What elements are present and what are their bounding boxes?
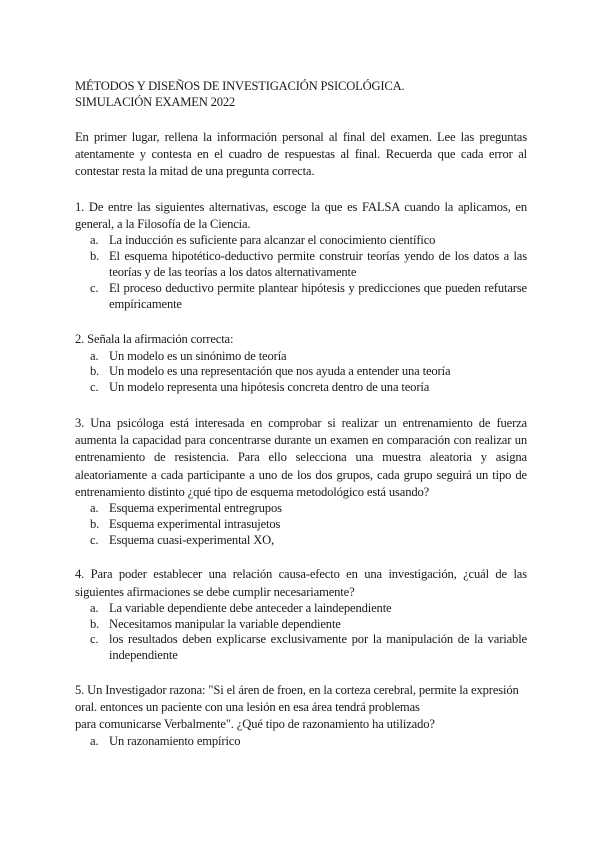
option-text: Un modelo representa una hipótesis concreta dentro de una teoría	[109, 380, 430, 395]
option-1b	[75, 249, 527, 281]
option-marker: c.	[90, 280, 99, 295]
option-text: Un razonamiento empírico	[109, 733, 241, 748]
option-text: Esquema experimental intrasujetos	[109, 516, 281, 531]
option-marker: b.	[90, 249, 100, 264]
question-5	[75, 682, 527, 734]
option-marker: b.	[90, 364, 100, 379]
question-4: 4. Para poder establecer una relación causa-efecto en una investigación, ¿cuál de las siguientes afirmaciones se debe cumplir necesariamente?	[75, 567, 527, 599]
option-5a	[75, 734, 527, 750]
option-text: El proceso deductivo permite plantear hipótesis y predicciones que pueden refutarse empíricamente	[109, 280, 527, 311]
question-3-options	[75, 501, 527, 548]
option-text: Esquema cuasi-experimental XO,	[109, 532, 275, 547]
option-marker: a.	[90, 233, 99, 248]
question-4-options	[75, 601, 527, 664]
option-text: La inducción es suficiente para alcanzar el conocimiento científico	[109, 233, 436, 248]
question-2-options	[75, 349, 527, 396]
option-1a	[75, 233, 527, 249]
option-text: los resultados deben explicarse exclusivamente por la manipulación de la variable independiente	[109, 632, 527, 663]
question-3: 3. Una psicóloga está interesada en comprobar si realizar un entrenamiento de fuerza aumenta la capacidad para concentrarse durante un examen en comparación con realizar un entrenamiento de resistencia. Para ello selecciona una muestra aleatoria y asigna aleatoriamente a cada participante a uno de los dos grupos, cada grupo seguirá un tipo de entrenamiento distinto ¿qué tipo de esquema metodológico está usando?	[75, 415, 527, 499]
option-marker: c.	[90, 532, 99, 547]
question-5-line-3: para comunicarse Verbalmente". ¿Qué tipo de razonamiento ha utilizado?	[75, 717, 435, 732]
option-text: Un modelo es un sinónimo de teoría	[109, 348, 287, 363]
option-marker: a.	[90, 501, 99, 515]
question-1-options	[75, 233, 527, 312]
option-2a	[75, 349, 527, 365]
option-marker: a.	[90, 733, 99, 748]
option-marker: b.	[90, 616, 100, 631]
option-2b	[75, 364, 527, 380]
instructions-paragraph: En primer lugar, rellena la información personal al final del examen. Lee las preguntas atentamente y contesta en el cuadro de respuestas al final. Recuerda que cada error al contestar resta la mitad de una pregunta correcta.	[75, 130, 527, 178]
option-3c	[75, 533, 527, 549]
option-4b	[75, 617, 527, 633]
title-line-1: MÉTODOS Y DISEÑOS DE INVESTIGACIÓN PSICOLÓGICA.	[75, 79, 405, 93]
exam-title	[75, 78, 527, 110]
question-5-line-1: 5. Un Investigador razona: "Si el áren de froen, en la corteza cerebral, permite la expresión	[75, 682, 519, 697]
option-text: Esquema experimental entregrupos	[109, 501, 282, 515]
option-text: Necesitamos manipular la variable dependiente	[109, 616, 341, 631]
option-1c	[75, 281, 527, 313]
option-text: El esquema hipotético-deductivo permite construir teorías yendo de los datos a las teorías y de las teorías a los datos alternativamente	[109, 249, 527, 279]
option-3b	[75, 517, 527, 533]
option-marker: a.	[90, 600, 99, 615]
option-text: La variable dependiente debe anteceder a laindependiente	[109, 600, 392, 615]
question-1: 1. De entre las siguientes alternativas, escoge la que es FALSA cuando la aplicamos, en general, a la Filosofía de la Ciencia.	[75, 200, 527, 232]
exam-page	[75, 78, 527, 749]
option-text: Un modelo es una representación que nos ayuda a entender una teoría	[109, 364, 451, 379]
option-marker: a.	[90, 348, 99, 363]
option-2c	[75, 380, 527, 396]
option-4c	[75, 632, 527, 664]
option-marker: c.	[90, 380, 99, 395]
question-2: 2. Señala la afirmación correcta:	[75, 332, 234, 347]
option-3a	[75, 501, 527, 517]
question-5-options	[75, 734, 527, 750]
title-line-2: SIMULACIÓN EXAMEN 2022	[75, 95, 236, 109]
option-marker: c.	[90, 632, 99, 647]
option-marker: b.	[90, 516, 100, 531]
question-5-line-2: oral. entonces un paciente con una lesión en esa área tendrá problemas	[75, 700, 420, 715]
option-4a	[75, 601, 527, 617]
